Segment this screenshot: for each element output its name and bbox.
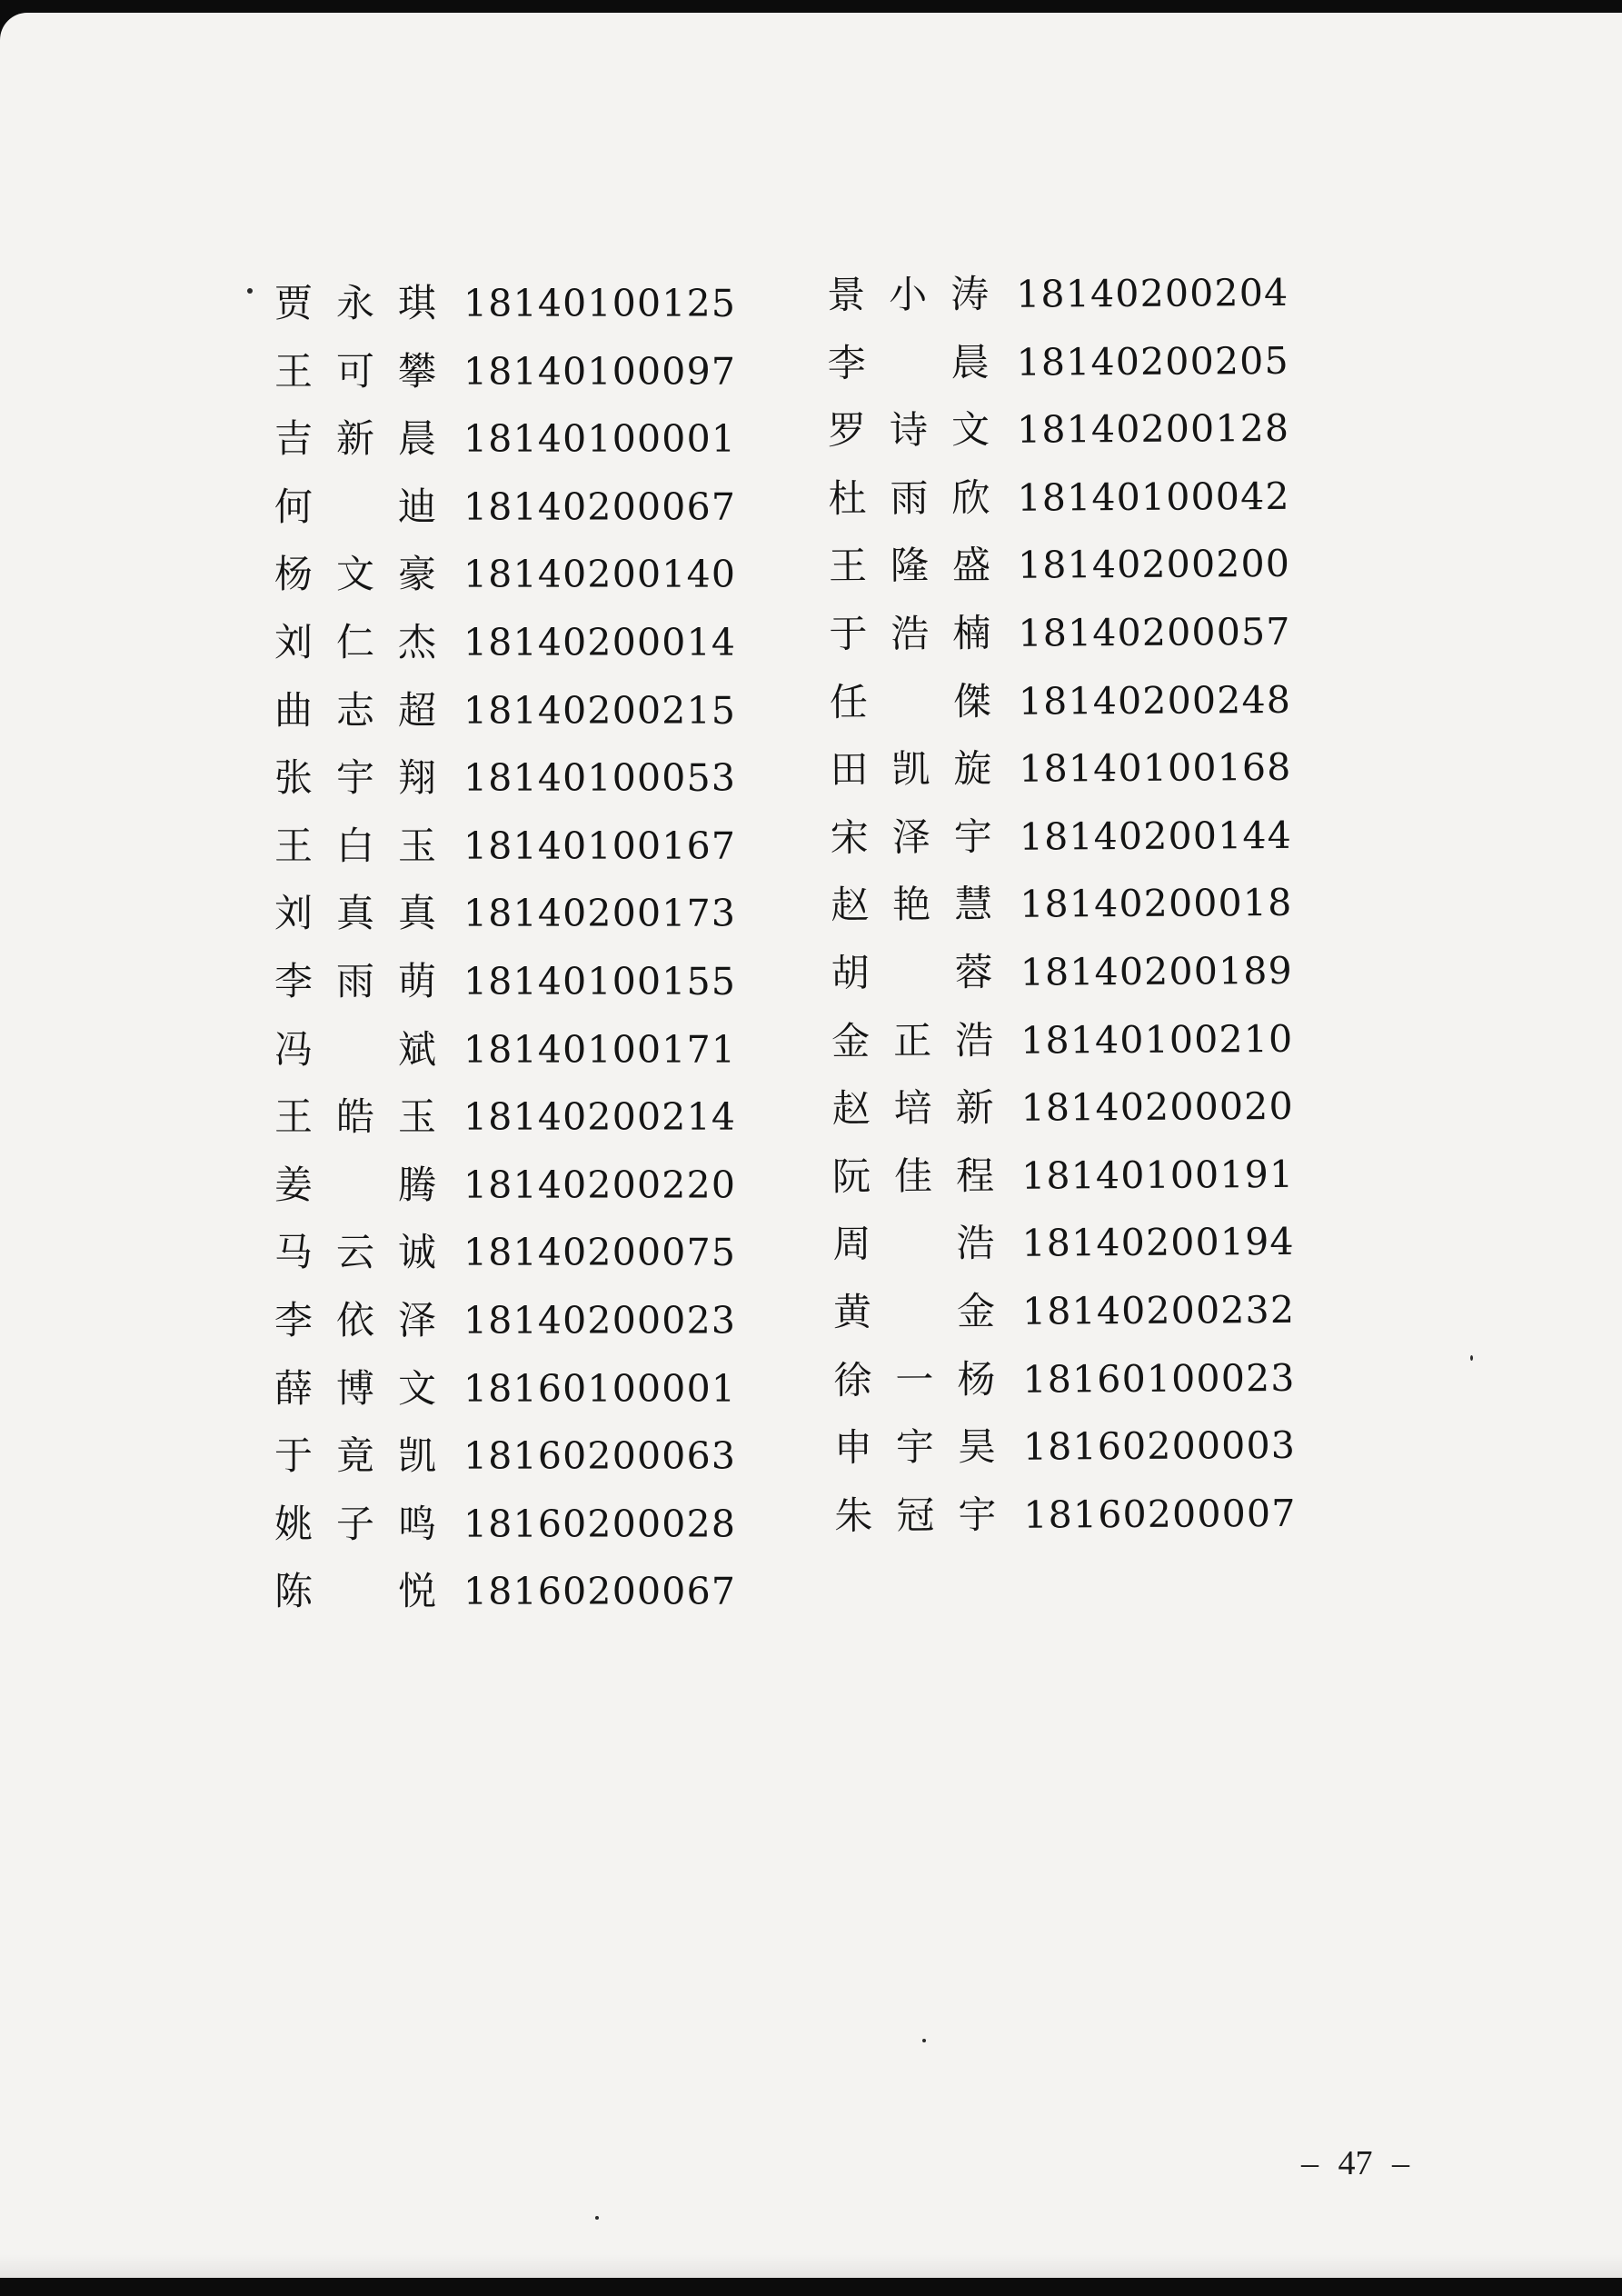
name-char-2: 艳 bbox=[892, 882, 931, 927]
name-char-3: 诚 bbox=[397, 1230, 436, 1275]
student-id: 18160100001 bbox=[463, 1366, 737, 1411]
name-char-1: 杨 bbox=[274, 552, 313, 597]
student-id: 18140100053 bbox=[463, 756, 737, 801]
name-char-2: 雨 bbox=[890, 475, 929, 521]
name-char-2: 正 bbox=[893, 1017, 932, 1063]
page-shadow bbox=[0, 2254, 1622, 2278]
name-char-3: 玉 bbox=[397, 823, 436, 868]
name-char-2: 子 bbox=[335, 1501, 374, 1546]
name-char-2: 永 bbox=[335, 281, 374, 325]
name-char-3: 琪 bbox=[397, 281, 436, 325]
name-char-2: 隆 bbox=[890, 543, 930, 588]
name-char-2: 凯 bbox=[891, 746, 930, 792]
name-char-3: 傑 bbox=[952, 678, 992, 724]
name-char-2: 白 bbox=[335, 823, 374, 868]
name-char-1: 冯 bbox=[274, 1026, 313, 1072]
name-char-1: 曲 bbox=[274, 687, 313, 733]
student-id: 18140200075 bbox=[463, 1231, 737, 1275]
name-char-1: 姜 bbox=[274, 1162, 313, 1207]
name-char-2: 仁 bbox=[335, 619, 374, 664]
student-id: 18140200214 bbox=[463, 1095, 737, 1140]
name-char-3: 程 bbox=[955, 1153, 995, 1198]
student-id: 18140200140 bbox=[463, 553, 737, 597]
student-id: 18140100210 bbox=[1020, 1016, 1294, 1063]
student-id: 18140100155 bbox=[463, 959, 737, 1003]
name-char-1: 马 bbox=[274, 1230, 313, 1275]
name-char-3: 凯 bbox=[397, 1433, 436, 1479]
name-char-2: 依 bbox=[335, 1297, 374, 1343]
student-id: 18140100171 bbox=[463, 1027, 737, 1072]
student-id: 18140100042 bbox=[1017, 474, 1290, 520]
name-char-3: 玉 bbox=[397, 1094, 436, 1140]
name-char-1: 王 bbox=[274, 348, 313, 394]
name-char-3: 腾 bbox=[397, 1162, 436, 1207]
name-char-3: 宇 bbox=[958, 1492, 997, 1537]
name-char-3: 宇 bbox=[953, 814, 992, 859]
name-char-1: 姚 bbox=[274, 1501, 313, 1546]
name-char-3: 萌 bbox=[397, 958, 436, 1003]
student-id: 18140100191 bbox=[1020, 1152, 1295, 1198]
name-char-3: 豪 bbox=[397, 552, 436, 597]
name-char-3: 杨 bbox=[957, 1356, 996, 1402]
name-char-3: 翔 bbox=[397, 755, 436, 801]
name-char-2: 小 bbox=[889, 272, 928, 317]
name-char-1: 周 bbox=[832, 1222, 871, 1267]
name-char-1: 李 bbox=[827, 340, 866, 385]
name-char-1: 朱 bbox=[834, 1492, 873, 1538]
name-char-2: 真 bbox=[335, 891, 374, 936]
name-char-2: 宇 bbox=[895, 1424, 935, 1470]
student-id: 18160200028 bbox=[463, 1502, 737, 1546]
student-id: 18140200248 bbox=[1018, 677, 1292, 724]
student-id: 18140200220 bbox=[463, 1163, 737, 1207]
scan-speck bbox=[247, 288, 253, 294]
name-char-1: 刘 bbox=[274, 891, 313, 936]
student-id: 18140100125 bbox=[463, 282, 737, 325]
name-char-1: 陈 bbox=[274, 1569, 313, 1614]
student-id: 18140200232 bbox=[1021, 1287, 1296, 1333]
name-char-3: 晨 bbox=[950, 339, 990, 384]
name-char-1: 王 bbox=[274, 823, 313, 868]
name-char-2: 培 bbox=[893, 1085, 932, 1131]
student-id: 18140200014 bbox=[463, 620, 737, 664]
name-char-1: 杜 bbox=[828, 475, 867, 521]
name-char-2: 文 bbox=[335, 552, 374, 597]
name-char-3: 超 bbox=[397, 687, 436, 733]
student-id: 18140200173 bbox=[463, 892, 737, 936]
name-char-3: 迪 bbox=[397, 484, 436, 529]
name-char-1: 赵 bbox=[831, 1085, 871, 1132]
name-char-2: 志 bbox=[335, 687, 374, 733]
name-char-1: 申 bbox=[833, 1424, 873, 1471]
student-id: 18160100023 bbox=[1022, 1355, 1296, 1402]
student-id: 18140100097 bbox=[463, 349, 737, 394]
scan-speck bbox=[595, 2216, 599, 2220]
name-char-1: 王 bbox=[828, 544, 868, 589]
name-char-2: 泽 bbox=[891, 814, 930, 860]
name-char-2: 云 bbox=[335, 1230, 374, 1275]
student-id: 18160200007 bbox=[1023, 1491, 1297, 1537]
name-char-1: 田 bbox=[830, 746, 869, 793]
name-char-1: 王 bbox=[274, 1094, 313, 1140]
name-char-1: 于 bbox=[829, 611, 868, 656]
name-char-3: 浩 bbox=[955, 1017, 994, 1063]
name-char-2: 博 bbox=[335, 1365, 374, 1411]
student-id: 18160200067 bbox=[463, 1570, 737, 1614]
name-char-1: 金 bbox=[831, 1018, 871, 1063]
name-char-2: 竟 bbox=[335, 1433, 374, 1479]
name-char-2: 雨 bbox=[335, 958, 374, 1003]
name-char-1: 黄 bbox=[832, 1289, 872, 1334]
document-page bbox=[0, 13, 1622, 2278]
name-char-3: 盛 bbox=[951, 543, 991, 588]
name-char-1: 薛 bbox=[274, 1365, 313, 1411]
name-char-3: 蓉 bbox=[954, 949, 993, 995]
student-id: 18160200003 bbox=[1022, 1423, 1297, 1469]
scan-speck bbox=[922, 2039, 926, 2042]
name-char-3: 昊 bbox=[957, 1423, 997, 1470]
name-char-1: 于 bbox=[274, 1433, 313, 1479]
student-id: 18140200067 bbox=[463, 484, 737, 529]
name-char-3: 文 bbox=[950, 407, 990, 453]
name-char-3: 金 bbox=[956, 1288, 996, 1334]
student-id: 18140200205 bbox=[1016, 338, 1289, 384]
student-id: 18140200189 bbox=[1020, 948, 1294, 994]
name-char-3: 真 bbox=[397, 891, 436, 936]
name-char-3: 涛 bbox=[950, 271, 990, 317]
name-char-3: 旋 bbox=[953, 746, 992, 792]
name-char-2: 冠 bbox=[896, 1492, 935, 1538]
student-id: 18140100167 bbox=[463, 824, 737, 868]
name-char-3: 悦 bbox=[397, 1569, 436, 1614]
name-char-1: 景 bbox=[827, 272, 866, 317]
scan-speck bbox=[1470, 1355, 1473, 1361]
name-char-3: 新 bbox=[955, 1085, 994, 1131]
name-char-3: 欣 bbox=[951, 474, 990, 520]
student-id: 18140100168 bbox=[1019, 745, 1292, 791]
page-number: – 47 – bbox=[1301, 2144, 1409, 2182]
name-char-2: 诗 bbox=[889, 407, 929, 453]
name-char-1: 李 bbox=[274, 1297, 313, 1343]
name-char-3: 泽 bbox=[397, 1297, 436, 1343]
student-id: 18140200215 bbox=[463, 688, 737, 733]
student-id: 18140200204 bbox=[1016, 270, 1289, 316]
name-char-3: 攀 bbox=[397, 348, 436, 394]
student-id: 18140200023 bbox=[463, 1298, 737, 1343]
student-id: 18140200018 bbox=[1020, 881, 1293, 927]
name-char-2: 宇 bbox=[335, 755, 374, 801]
name-char-2: 皓 bbox=[335, 1094, 374, 1140]
name-char-2: 佳 bbox=[893, 1153, 933, 1199]
name-char-2: 一 bbox=[895, 1356, 934, 1403]
name-char-3: 慧 bbox=[954, 882, 993, 927]
name-char-1: 罗 bbox=[827, 407, 867, 454]
name-char-1: 赵 bbox=[831, 883, 870, 928]
student-id: 18140100001 bbox=[463, 417, 737, 462]
name-char-3: 晨 bbox=[397, 416, 436, 462]
name-char-3: 斌 bbox=[397, 1026, 436, 1072]
name-char-2: 浩 bbox=[891, 611, 930, 656]
student-id: 18140200020 bbox=[1020, 1083, 1294, 1130]
name-char-1: 何 bbox=[274, 484, 313, 529]
name-char-1: 胡 bbox=[831, 950, 870, 995]
name-char-1: 张 bbox=[274, 755, 313, 801]
name-char-2: 新 bbox=[335, 416, 374, 462]
name-char-2: 可 bbox=[335, 348, 374, 394]
name-char-1: 贾 bbox=[274, 281, 313, 325]
student-id: 18140200057 bbox=[1018, 609, 1291, 655]
name-char-1: 李 bbox=[274, 958, 313, 1003]
name-char-1: 刘 bbox=[274, 619, 313, 664]
name-char-3: 浩 bbox=[956, 1221, 995, 1266]
name-char-1: 吉 bbox=[274, 416, 313, 462]
name-char-3: 文 bbox=[397, 1365, 436, 1411]
name-char-3: 杰 bbox=[397, 619, 436, 664]
student-id: 18140200200 bbox=[1017, 542, 1291, 588]
name-char-3: 楠 bbox=[952, 610, 991, 656]
right-name-column bbox=[825, 268, 1297, 1556]
student-id: 18140200194 bbox=[1021, 1220, 1295, 1266]
name-char-1: 阮 bbox=[831, 1153, 871, 1199]
student-id: 18160200063 bbox=[463, 1434, 737, 1479]
name-char-1: 宋 bbox=[830, 814, 869, 860]
name-char-3: 鸣 bbox=[397, 1501, 436, 1546]
student-id: 18140200144 bbox=[1019, 813, 1293, 859]
name-char-1: 徐 bbox=[833, 1357, 872, 1403]
name-char-1: 任 bbox=[829, 679, 869, 724]
student-id: 18140200128 bbox=[1016, 406, 1290, 452]
